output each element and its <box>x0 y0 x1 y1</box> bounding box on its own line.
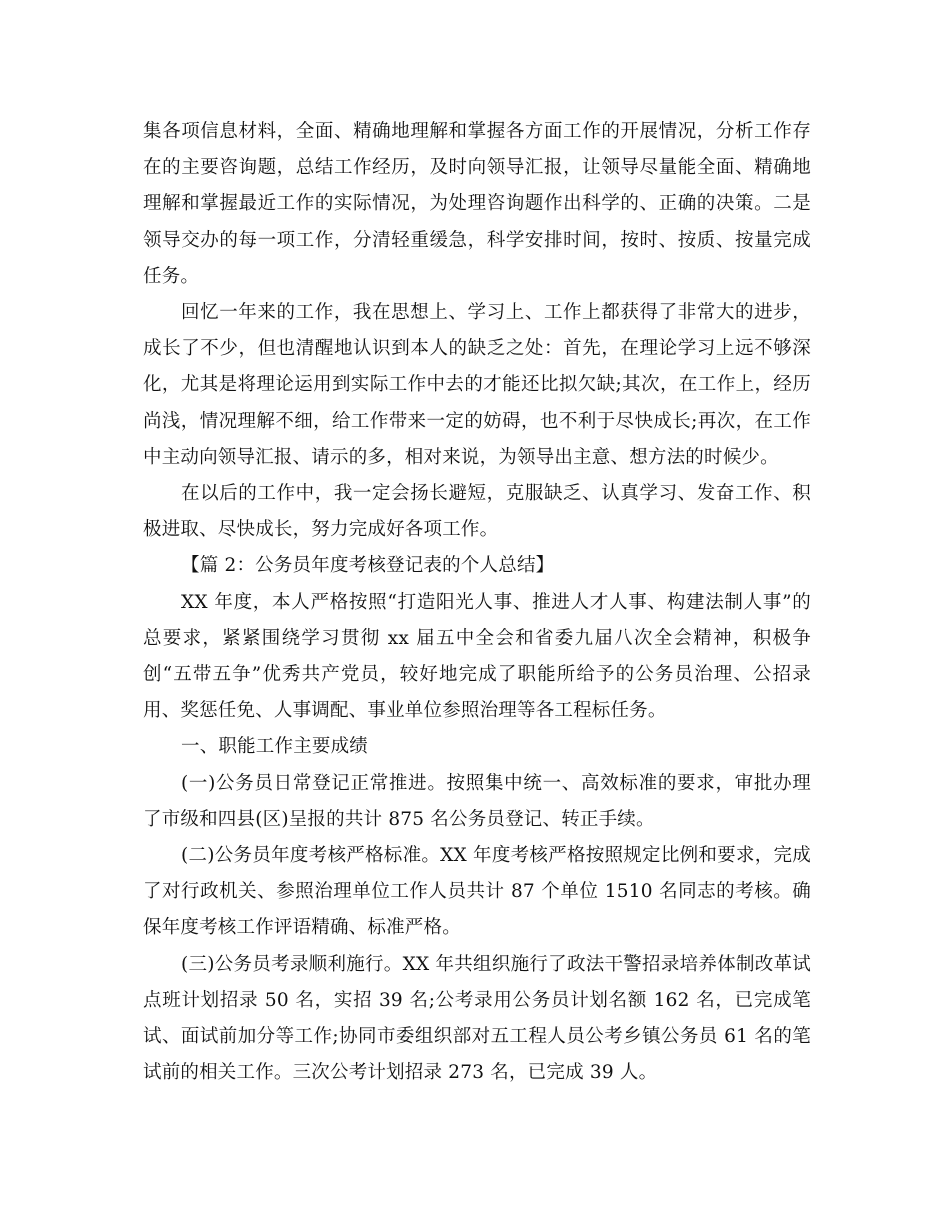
paragraph: 在以后的工作中，我一定会扬长避短，克服缺乏、认真学习、发奋工作、积极进取、尽快成长，努力完成好各项工作。 <box>143 483 811 541</box>
paragraph: (二)公务员年度考核严格标准。XX 年度考核严格按照规定比例和要求，完成了对行政机关、参照治理单位工作人员共计 87 个单位 1510 名同志的考核。确保年度考核工作评语精确、标准严格。 <box>143 845 811 939</box>
paragraph: 回忆一年来的工作，我在思想上、学习上、工作上都获得了非常大的进步，成长了不少，但也清醒地认识到本人的缺乏之处：首先，在理论学习上远不够深化，尤其是将理论运用到实际工作中去的才能还比拟欠缺;其次，在工作上，经历尚浅，情况理解不细，给工作带来一定的妨碍，也不利于尽快成长;再次，在工作中主动向领导汇报、请示的多，相对来说，为领导出主意、想方法的时候少。 <box>143 302 811 468</box>
document-body <box>143 114 811 1091</box>
paragraph: XX 年度，本人严格按照“打造阳光人事、推进人才人事、构建法制人事”的总要求，紧紧围绕学习贯彻 xx 届五中全会和省委九届八次全会精神，积极争创“五带五争”优秀共产党员，较好地完成了职能所给予的公务员治理、公招录用、奖惩任免、人事调配、事业单位参照治理等各工程标任务。 <box>143 591 811 722</box>
subsection-heading: 一、职能工作主要成绩 <box>181 736 369 758</box>
paragraph: (一)公务员日常登记正常推进。按照集中统一、高效标准的要求，审批办理了市级和四县(区)呈报的共计 875 名公务员登记、转正手续。 <box>143 772 811 830</box>
paragraph: 集各项信息材料，全面、精确地理解和掌握各方面工作的开展情况，分析工作存在的主要咨询题，总结工作经历，及时向领导汇报，让领导尽量能全面、精确地理解和掌握最近工作的实际情况，为处理咨询题作出科学的、正确的决策。二是领导交办的每一项工作，分清轻重缓急，科学安排时间，按时、按质、按量完成任务。 <box>143 121 811 287</box>
section-heading: 【篇 2：公务员年度考核登记表的个人总结】 <box>181 555 555 577</box>
paragraph: (三)公务员考录顺利施行。XX 年共组织施行了政法干警招录培养体制改革试点班计划招录 50 名，实招 39 名;公考录用公务员计划名额 162 名，已完成笔试、面试前加分等工作;协同市委组织部对五工程人员公考乡镇公务员 61 名的笔试前的相关工作。三次公考计划招录 273 名，已完成 39 人。 <box>143 953 811 1084</box>
